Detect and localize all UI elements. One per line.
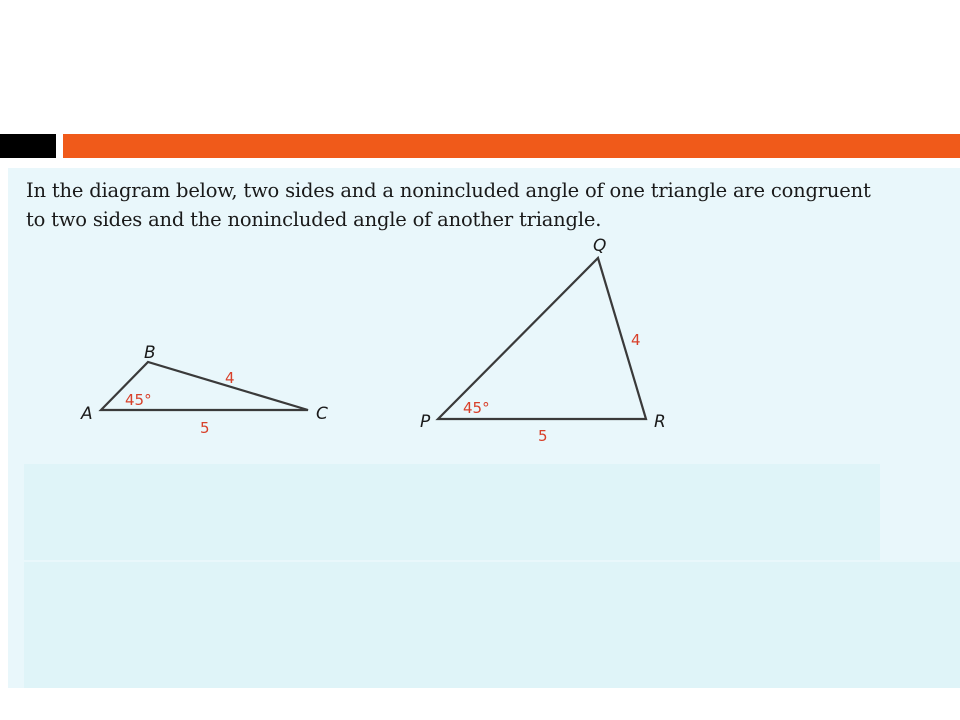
angle-p-measure: 45° — [463, 399, 490, 417]
vertex-label-q: Q — [593, 236, 607, 256]
answer-area-1 — [24, 464, 880, 560]
side-qr-length: 4 — [631, 331, 641, 349]
side-bc-length: 4 — [225, 369, 235, 387]
answer-area-2 — [24, 562, 960, 688]
vertex-label-c: C — [316, 404, 328, 424]
triangle-pqr-shape — [438, 258, 646, 419]
question-line-1: In the diagram below, two sides and a nonincluded angle of one triangle are congruent — [26, 179, 871, 202]
side-pr-length: 5 — [538, 427, 548, 445]
vertex-label-b: B — [144, 343, 156, 363]
triangle-abc — [80, 343, 328, 437]
vertex-label-r: R — [654, 412, 666, 432]
question-line-2: to two sides and the nonincluded angle of another triangle. — [26, 208, 602, 231]
angle-a-measure: 45° — [125, 391, 152, 409]
triangle-pqr — [420, 236, 666, 445]
vertex-label-a: A — [81, 404, 93, 424]
side-ac-length: 5 — [200, 419, 210, 437]
vertex-label-p: P — [420, 412, 431, 432]
